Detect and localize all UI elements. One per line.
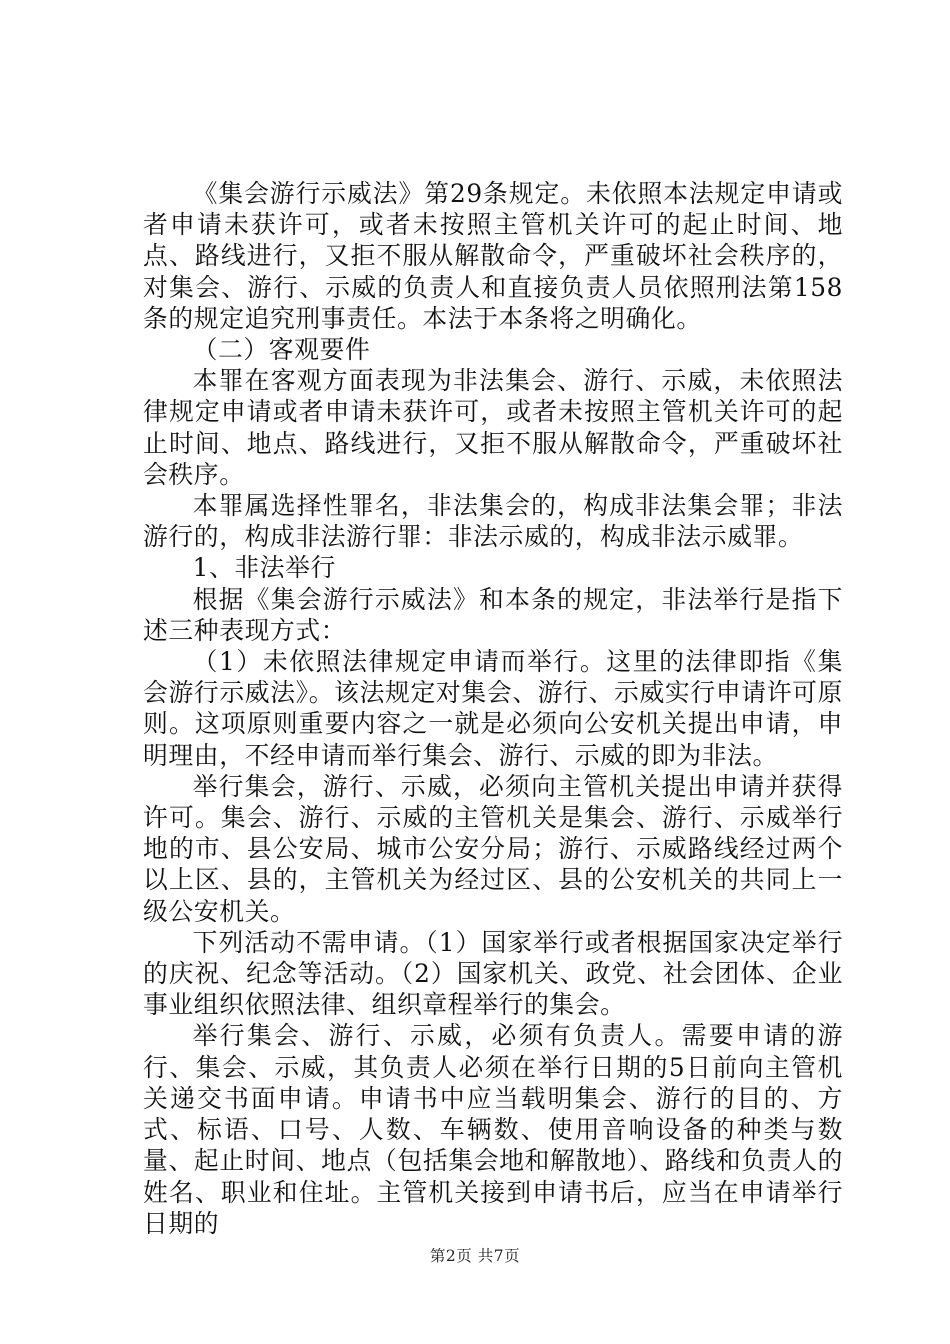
- heading-illegal-holding: 1、非法举行: [192, 553, 336, 583]
- paragraph-selective-charge: 本罪属选择性罪名，非法集会的，构成非法集会罪；非法游行的，构成非法游行罪：非法示威的，构成非法示威罪。: [143, 491, 843, 552]
- document-body: [143, 178, 843, 1239]
- page-footer: 第2页 共7页: [429, 1247, 521, 1265]
- paragraph-responsible-person: 举行集会、游行、示威，必须有负责人。需要申请的游行、集会、示威，其负责人必须在举行日期的5日前向主管机关递交书面申请。申请书中应当载明集会、游行的目的、方式、标语、口号、人数、车辆数、使用音响设备的种类与数量、起止时间、地点（包括集会地和解散地）、路线和负责人的姓名、职业和住址。主管机关接到申请书后，应当在申请举行日期的: [143, 1021, 843, 1238]
- paragraph-article-29: 《集会游行示威法》第29条规定。未依照本法规定申请或者申请未获许可，或者未按照主管机关许可的起止时间、地点、路线进行，又拒不服从解散命令，严重破坏社会秩序的，对集会、游行、示威的负责人和直接负责人员依照刑法第158条的规定追究刑事责任。本法于本条将之明确化。: [143, 179, 843, 333]
- heading-objective-elements: （二）客观要件: [192, 335, 371, 365]
- paragraph-three-forms: 根据《集会游行示威法》和本条的规定，非法举行是指下述三种表现方式：: [143, 584, 843, 645]
- paragraph-exempt-activities: 下列活动不需申请。（1）国家举行或者根据国家决定举行的庆祝、纪念等活动。（2）国家机关、政党、社会团体、企业事业组织依照法律、组织章程举行的集会。: [143, 927, 843, 1020]
- paragraph-no-application: （1）未依照法律规定申请而举行。这里的法律即指《集会游行示威法》。该法规定对集会、游行、示威实行申请许可原则。这项原则重要内容之一就是必须向公安机关提出申请，申明理由，不经申请而举行集会、游行、示威的即为非法。: [143, 647, 843, 770]
- paragraph-competent-authority: 举行集会，游行、示威，必须向主管机关提出申请并获得许可。集会、游行、示威的主管机关是集会、游行、示威举行地的市、县公安局、城市公安分局；游行、示威路线经过两个以上区、县的，主管机关为经过区、县的公安机关的共同上一级公安机关。: [143, 771, 843, 926]
- paragraph-objective-aspect: 本罪在客观方面表现为非法集会、游行、示威，未依照法律规定申请或者申请未获许可，或者未按照主管机关许可的起止时间、地点、路线进行，又拒不服从解散命令，严重破坏社会秩序。: [143, 366, 843, 489]
